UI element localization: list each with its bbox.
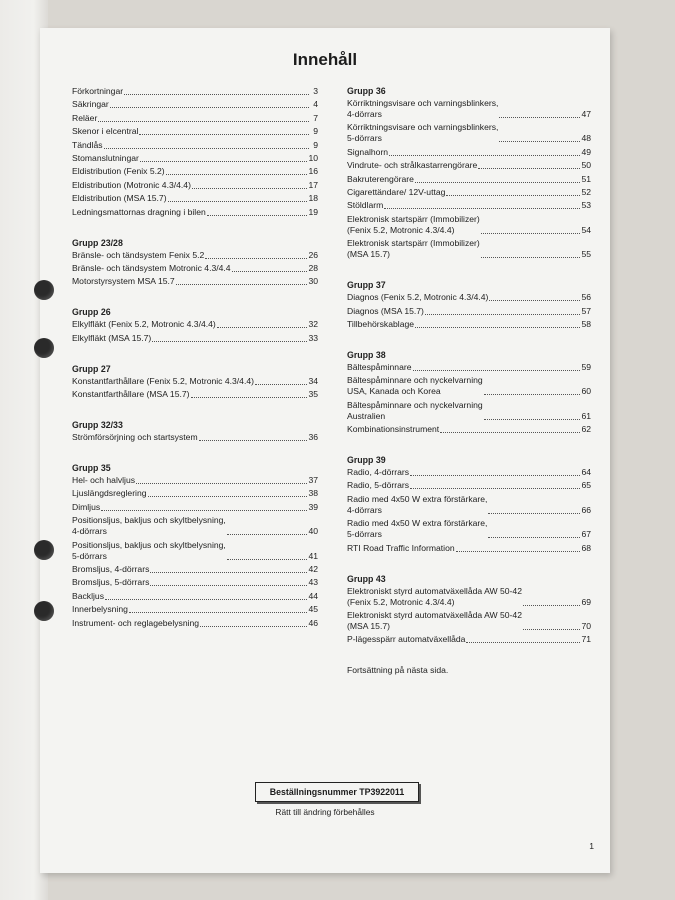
dot-leader bbox=[217, 327, 308, 328]
toc-entry bbox=[72, 99, 318, 110]
entry-page-number: 53 bbox=[581, 200, 591, 211]
entry-page-number: 9 bbox=[313, 126, 318, 137]
entry-title: Bältespåminnare och nyckelvarning USA, Kanada och Korea bbox=[347, 375, 483, 397]
toc-entry bbox=[72, 376, 318, 387]
entry-page-number: 40 bbox=[308, 526, 318, 537]
page-number: 1 bbox=[589, 841, 594, 851]
toc-entry bbox=[72, 153, 318, 164]
entry-page-number: 30 bbox=[308, 276, 318, 287]
entry-page-number: 61 bbox=[581, 410, 591, 421]
toc-entry bbox=[347, 306, 591, 317]
dot-leader bbox=[456, 551, 581, 552]
document-page bbox=[40, 28, 610, 873]
toc-group bbox=[347, 86, 591, 260]
toc-entry bbox=[347, 480, 591, 491]
toc-group bbox=[72, 86, 318, 218]
entry-title: Bakruterengörare bbox=[347, 173, 414, 184]
entry-page-number: 47 bbox=[581, 109, 591, 119]
entry-title: Bältespåminnare bbox=[347, 361, 412, 372]
entry-title: Konstantfarthållare (MSA 15.7) bbox=[72, 389, 190, 400]
entry-page-number: 57 bbox=[581, 305, 591, 316]
dot-leader bbox=[110, 107, 309, 108]
entry-title: Förkortningar bbox=[72, 86, 124, 96]
dot-leader bbox=[478, 168, 580, 169]
entry-page-number: 33 bbox=[308, 332, 318, 343]
entry-page-number: 17 bbox=[308, 179, 318, 190]
entry-title: Elektronisk startspärr (Immobilizer) (MSA 15.7) bbox=[347, 238, 480, 260]
entry-page-number: 7 bbox=[313, 112, 318, 123]
toc-group bbox=[72, 463, 318, 629]
toc-entry bbox=[347, 634, 591, 645]
entry-page-number: 34 bbox=[308, 375, 318, 386]
dot-leader bbox=[523, 605, 580, 606]
entry-title: Konstantfarthållare (Fenix 5.2, Motronic 4.3/4.4) bbox=[72, 375, 254, 386]
dot-leader bbox=[152, 341, 307, 342]
entry-page-number: 66 bbox=[581, 504, 591, 515]
group-title: Grupp 36 bbox=[347, 86, 386, 96]
entry-title: Ljuslängdsreglering bbox=[72, 488, 147, 499]
entry-page-number: 3 bbox=[313, 86, 318, 96]
entry-page-number: 45 bbox=[308, 604, 318, 615]
toc-entry bbox=[72, 502, 318, 513]
dot-leader bbox=[499, 141, 580, 142]
entry-page-number: 69 bbox=[581, 596, 591, 607]
dot-leader bbox=[410, 475, 580, 476]
dot-leader bbox=[136, 483, 307, 484]
dot-leader bbox=[523, 629, 580, 630]
group-title: Grupp 26 bbox=[72, 307, 111, 318]
toc-entry bbox=[347, 543, 591, 554]
entry-page-number: 28 bbox=[308, 262, 318, 273]
toc-entry bbox=[347, 147, 591, 158]
dot-leader bbox=[139, 134, 309, 135]
toc-entry bbox=[347, 424, 591, 435]
entry-page-number: 41 bbox=[308, 550, 318, 561]
entry-page-number: 55 bbox=[581, 249, 591, 260]
entry-title: Motorstyrsystem MSA 15.7 bbox=[72, 276, 175, 287]
toc-group bbox=[347, 574, 591, 646]
entry-page-number: 62 bbox=[581, 424, 591, 435]
entry-page-number: 43 bbox=[308, 577, 318, 588]
entry-page-number: 56 bbox=[581, 292, 591, 303]
dot-leader bbox=[150, 572, 307, 573]
entry-title: Positionsljus, bakljus och skyltbelysning, 4-dörrars bbox=[72, 515, 226, 537]
entry-title: Skenor i elcentral bbox=[72, 126, 139, 137]
entry-title: RTI Road Traffic Information bbox=[347, 542, 455, 553]
toc-entry bbox=[347, 518, 591, 540]
dot-leader bbox=[446, 195, 580, 196]
punch-hole bbox=[34, 280, 54, 300]
group-title: Grupp 32/33 bbox=[72, 420, 123, 431]
entry-page-number: 51 bbox=[581, 173, 591, 184]
entry-page-number: 26 bbox=[308, 249, 318, 260]
entry-page-number: 48 bbox=[581, 133, 591, 144]
toc-entry bbox=[72, 263, 318, 274]
toc-entry bbox=[347, 375, 591, 397]
toc-entry bbox=[347, 98, 591, 120]
entry-title: Kombinationsinstrument bbox=[347, 424, 440, 435]
entry-page-number: 70 bbox=[581, 621, 591, 632]
entry-page-number: 54 bbox=[581, 224, 591, 235]
entry-title: Backljus bbox=[72, 590, 104, 601]
dot-leader bbox=[481, 257, 581, 258]
toc-entry bbox=[347, 292, 591, 303]
entry-title: Körriktningsvisare och varningsblinkers, 4-dörrars bbox=[347, 98, 499, 119]
dot-leader bbox=[101, 510, 307, 511]
dot-leader bbox=[488, 513, 580, 514]
page-title: Innehåll bbox=[292, 50, 358, 69]
dot-leader bbox=[484, 419, 581, 420]
entry-page-number: 35 bbox=[308, 389, 318, 400]
entry-title: P-lägesspärr automatväxellåda bbox=[347, 634, 466, 645]
dot-leader bbox=[425, 314, 581, 315]
toc-entry bbox=[347, 160, 591, 171]
dot-leader bbox=[200, 626, 307, 627]
dot-leader bbox=[227, 534, 308, 535]
entry-title: Innerbelysning bbox=[72, 604, 128, 615]
entry-page-number: 10 bbox=[308, 152, 318, 163]
entry-page-number: 42 bbox=[308, 564, 318, 575]
toc-entry bbox=[347, 214, 591, 236]
toc-entry bbox=[72, 86, 318, 97]
entry-page-number: 49 bbox=[581, 146, 591, 157]
dot-leader bbox=[484, 394, 581, 395]
toc-entry bbox=[72, 604, 318, 615]
entry-title: Diagnos (MSA 15.7) bbox=[347, 305, 424, 316]
toc-entry bbox=[347, 319, 591, 330]
toc-entry bbox=[347, 200, 591, 211]
entry-title: Körriktningsvisare och varningsblinkers, 5-dörrars bbox=[347, 122, 499, 144]
entry-page-number: 52 bbox=[581, 186, 591, 197]
toc-group bbox=[347, 455, 591, 554]
entry-page-number: 36 bbox=[308, 432, 318, 443]
toc-group bbox=[347, 280, 591, 330]
dot-leader bbox=[413, 370, 581, 371]
continuation-note: Fortsättning på nästa sida. bbox=[347, 665, 449, 676]
toc-left-column bbox=[72, 86, 318, 649]
entry-title: Tändlås bbox=[72, 139, 103, 150]
toc-entry bbox=[72, 276, 318, 287]
dot-leader bbox=[415, 182, 581, 183]
entry-page-number: 68 bbox=[581, 542, 591, 553]
toc-entry bbox=[347, 362, 591, 373]
dot-leader bbox=[105, 599, 307, 600]
entry-title: Bältespåminnare och nyckelvarning Australien bbox=[347, 399, 483, 421]
entry-title: Cigarettändare/ 12V-uttag bbox=[347, 186, 446, 197]
toc-entry bbox=[72, 333, 318, 344]
toc-entry bbox=[347, 238, 591, 260]
toc-entry bbox=[72, 207, 318, 218]
entry-title: Radio med 4x50 W extra förstärkare, 4-dörrars bbox=[347, 493, 488, 515]
toc-entry bbox=[72, 488, 318, 499]
entry-title: Stomanslutningar bbox=[72, 152, 139, 163]
entry-title: Radio, 5-dörrars bbox=[347, 480, 410, 491]
dot-leader bbox=[227, 559, 308, 560]
toc-entry bbox=[347, 610, 591, 632]
entry-page-number: 59 bbox=[581, 361, 591, 372]
dot-leader bbox=[176, 284, 308, 285]
entry-title: Diagnos (Fenix 5.2, Motronic 4.3/4.4) bbox=[347, 292, 489, 303]
toc-entry bbox=[347, 586, 591, 608]
group-title: Grupp 39 bbox=[347, 455, 386, 466]
entry-title: Tillbehörskablage bbox=[347, 318, 415, 329]
dot-leader bbox=[140, 161, 308, 162]
entry-page-number: 46 bbox=[308, 617, 318, 628]
entry-title: Eldistribution (MSA 15.7) bbox=[72, 193, 167, 204]
entry-title: Eldistribution (Motronic 4.3/4.4) bbox=[72, 179, 191, 190]
entry-page-number: 18 bbox=[308, 193, 318, 204]
toc-entry bbox=[347, 122, 591, 144]
entry-page-number: 4 bbox=[313, 99, 318, 110]
dot-leader bbox=[466, 642, 580, 643]
entry-title: Stöldlarm bbox=[347, 200, 384, 211]
toc-entry bbox=[72, 126, 318, 137]
dot-leader bbox=[168, 201, 308, 202]
dot-leader bbox=[148, 496, 308, 497]
toc-right-column bbox=[347, 86, 591, 676]
toc-entry bbox=[72, 475, 318, 486]
dot-leader bbox=[415, 327, 580, 328]
toc-entry bbox=[347, 400, 591, 422]
group-title: Grupp 37 bbox=[347, 280, 386, 291]
dot-leader bbox=[166, 174, 308, 175]
punch-hole bbox=[34, 338, 54, 358]
dot-leader bbox=[489, 300, 580, 301]
entry-title: Elektroniskt styrd automatväxellåda AW 50-42 (MSA 15.7) bbox=[347, 610, 522, 632]
entry-title: Eldistribution (Fenix 5.2) bbox=[72, 166, 165, 177]
toc-entry bbox=[72, 140, 318, 151]
toc-entry bbox=[72, 319, 318, 330]
toc-entry bbox=[347, 174, 591, 185]
dot-leader bbox=[440, 432, 580, 433]
entry-title: Instrument- och reglagebelysning bbox=[72, 617, 200, 628]
entry-page-number: 39 bbox=[308, 501, 318, 512]
toc-entry bbox=[72, 432, 318, 443]
entry-title: Ledningsmattornas dragning i bilen bbox=[72, 206, 206, 217]
rights-notice: Rätt till ändring förbehålles bbox=[275, 807, 375, 817]
dot-leader bbox=[488, 537, 580, 538]
entry-title: Radio, 4-dörrars bbox=[347, 467, 410, 478]
entry-title: Bränsle- och tändsystem Motronic 4.3/4.4 bbox=[72, 262, 231, 273]
group-title: Grupp 43 bbox=[347, 573, 386, 584]
dot-leader bbox=[199, 440, 308, 441]
entry-page-number: 37 bbox=[308, 475, 318, 486]
toc-entry bbox=[72, 166, 318, 177]
entry-page-number: 50 bbox=[581, 160, 591, 171]
entry-page-number: 9 bbox=[313, 139, 318, 150]
entry-page-number: 38 bbox=[308, 488, 318, 499]
entry-page-number: 67 bbox=[581, 529, 591, 540]
toc-entry bbox=[72, 389, 318, 400]
dot-leader bbox=[481, 233, 581, 234]
entry-title: Signalhorn bbox=[347, 146, 389, 157]
toc-entry bbox=[347, 494, 591, 516]
entry-title: Bromsljus, 4-dörrars bbox=[72, 564, 150, 575]
dot-leader bbox=[499, 117, 580, 118]
dot-leader bbox=[191, 397, 308, 398]
entry-title: Bromsljus, 5-dörrars bbox=[72, 577, 150, 588]
dot-leader bbox=[98, 121, 309, 122]
dot-leader bbox=[205, 258, 307, 259]
group-title: Grupp 23/28 bbox=[72, 237, 123, 248]
dot-leader bbox=[104, 148, 309, 149]
entry-page-number: 58 bbox=[581, 318, 591, 329]
dot-leader bbox=[389, 155, 580, 156]
dot-leader bbox=[129, 612, 308, 613]
entry-title: Vindrute- och strålkastarrengörare bbox=[347, 160, 478, 171]
order-number-box: Beställningsnummer TP3922011 bbox=[255, 782, 419, 802]
toc-group bbox=[72, 420, 318, 443]
group-title: Grupp 35 bbox=[72, 463, 111, 474]
entry-page-number: 32 bbox=[308, 319, 318, 330]
entry-title: Reläer bbox=[72, 112, 98, 123]
toc-entry bbox=[72, 540, 318, 562]
toc-entry bbox=[72, 193, 318, 204]
dot-leader bbox=[255, 384, 307, 385]
dot-leader bbox=[232, 271, 308, 272]
entry-page-number: 44 bbox=[308, 590, 318, 601]
entry-title: Säkringar bbox=[72, 99, 109, 110]
toc-entry bbox=[72, 577, 318, 588]
entry-title: Elektroniskt styrd automatväxellåda AW 50-42 (Fenix 5.2, Motronic 4.3/4.4) bbox=[347, 585, 522, 607]
entry-title: Dimljus bbox=[72, 501, 101, 512]
toc-entry bbox=[72, 515, 318, 537]
dot-leader bbox=[410, 488, 580, 489]
dot-leader bbox=[192, 188, 308, 189]
toc-entry bbox=[347, 187, 591, 198]
entry-page-number: 19 bbox=[308, 206, 318, 217]
entry-title: Radio med 4x50 W extra förstärkare, 5-dörrars bbox=[347, 518, 488, 540]
entry-page-number: 65 bbox=[581, 480, 591, 491]
entry-page-number: 71 bbox=[581, 634, 591, 645]
entry-title: Elkylfläkt (Fenix 5.2, Motronic 4.3/4.4) bbox=[72, 319, 216, 330]
dot-leader bbox=[150, 585, 307, 586]
entry-page-number: 64 bbox=[581, 467, 591, 478]
group-title: Grupp 38 bbox=[347, 349, 386, 360]
entry-title: Elkylfläkt (MSA 15.7) bbox=[72, 332, 152, 343]
dot-leader bbox=[124, 94, 309, 95]
entry-title: Strömförsörjning och startsystem bbox=[72, 432, 198, 443]
toc-entry bbox=[72, 180, 318, 191]
toc-entry bbox=[72, 113, 318, 124]
toc-entry bbox=[72, 591, 318, 602]
dot-leader bbox=[384, 208, 580, 209]
entry-page-number: 16 bbox=[308, 166, 318, 177]
toc-entry bbox=[72, 618, 318, 629]
toc-group bbox=[72, 307, 318, 343]
toc-entry bbox=[72, 564, 318, 575]
punch-hole bbox=[34, 540, 54, 560]
punch-hole bbox=[34, 601, 54, 621]
entry-page-number: 60 bbox=[581, 386, 591, 397]
entry-title: Bränsle- och tändsystem Fenix 5.2 bbox=[72, 249, 205, 260]
toc-group bbox=[72, 238, 318, 288]
entry-title: Elektronisk startspärr (Immobilizer) (Fenix 5.2, Motronic 4.3/4.4) bbox=[347, 213, 480, 235]
toc-group bbox=[72, 364, 318, 400]
dot-leader bbox=[207, 215, 308, 216]
entry-title: Hel- och halvljus bbox=[72, 475, 136, 486]
toc-group bbox=[347, 350, 591, 435]
toc-entry bbox=[347, 467, 591, 478]
toc-entry bbox=[72, 250, 318, 261]
group-title: Grupp 27 bbox=[72, 363, 111, 374]
entry-title: Positionsljus, bakljus och skyltbelysning, 5-dörrars bbox=[72, 539, 226, 561]
